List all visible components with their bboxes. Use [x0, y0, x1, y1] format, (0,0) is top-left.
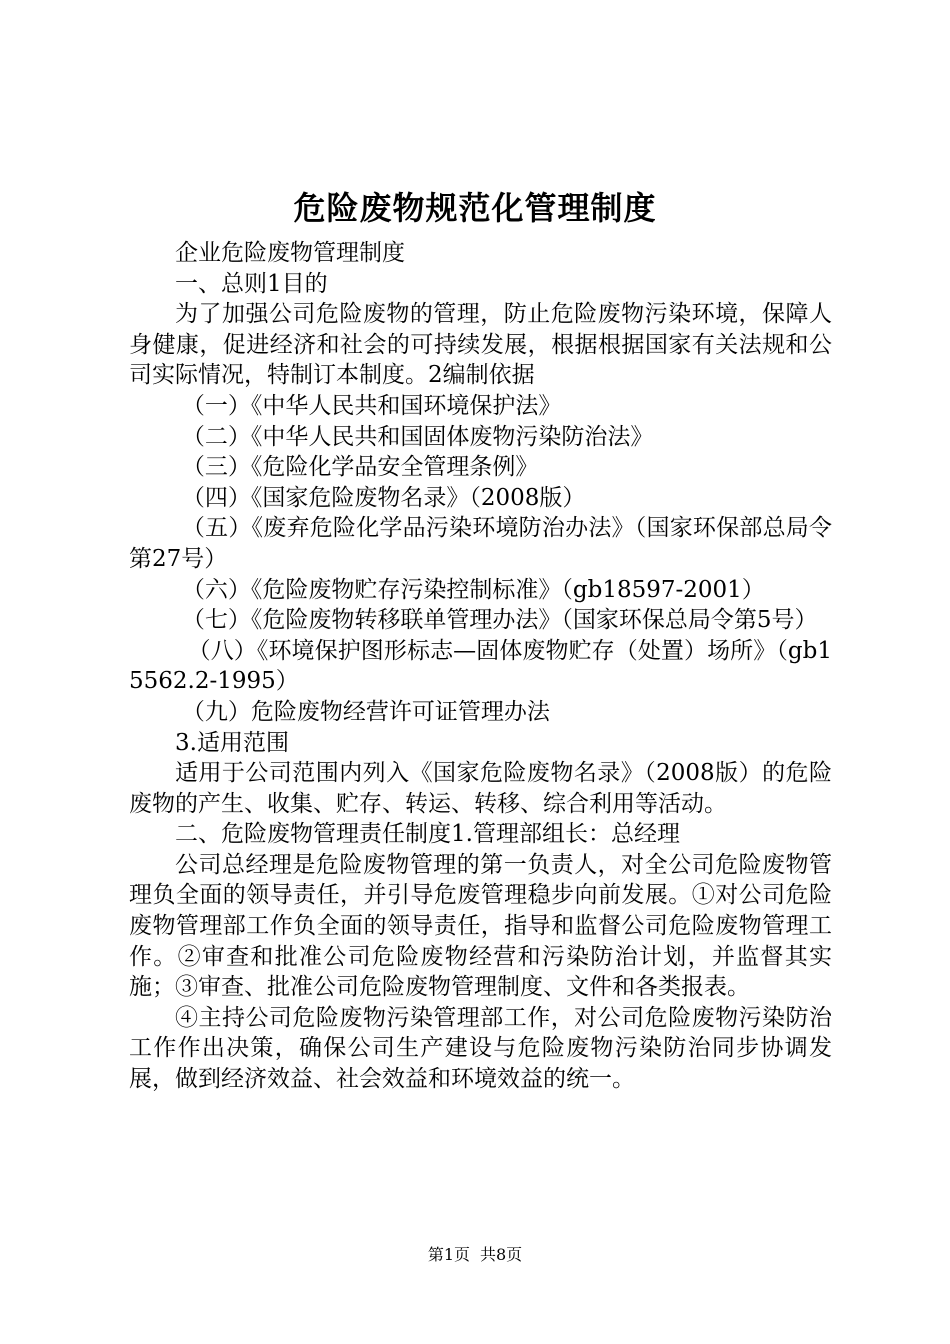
paragraph-gm-duty-4: ④主持公司危险废物污染管理部工作，对公司危险废物污染防治工作作出决策，确保公司生产建设与危险废物污染防治同步协调发展，做到经济效益、社会效益和环境效益的统一。 [129, 1004, 832, 1093]
basis-item-7: （七）《危险废物转移联单管理办法》（国家环保总局令第5号） [181, 607, 818, 634]
document-body [129, 238, 832, 1095]
basis-item-9: （九）危险废物经营许可证管理办法 [181, 698, 550, 725]
page-total: 共8页 [480, 1245, 523, 1264]
basis-item-4: （四）《国家危险废物名录》（2008版） [181, 484, 586, 511]
paragraph-gm-duties: 公司总经理是危险废物管理的第一负责人，对全公司危险废物管理负全面的领导责任，并引导危废管理稳步向前发展。①对公司危险废物管理部工作负全面的领导责任，指导和监督公司危险废物管理工作。②审查和批准公司危险废物经营和污染防治计划，并监督其实施；③审查、批准公司危险废物管理制度、文件和各类报表。 [129, 851, 832, 1001]
basis-item-5: （五）《废弃危险化学品污染环境防治办法》（国家环保部总局令第27号） [129, 515, 832, 572]
basis-item-3: （三）《危险化学品安全管理条例》 [181, 454, 539, 481]
paragraph-scope: 适用于公司范围内列入《国家危险废物名录》（2008版）的危险废物的产生、收集、贮存、转运、转移、综合利用等活动。 [129, 760, 832, 817]
document-title: 危险废物规范化管理制度 [293, 189, 657, 227]
paragraph-subtitle: 企业危险废物管理制度 [175, 240, 405, 266]
paragraph-section-responsibility: 二、危险废物管理责任制度1.管理部组长：总经理 [175, 821, 680, 848]
basis-item-1: （一）《中华人民共和国环境保护法》 [181, 392, 562, 419]
paragraph-section-general: 一、总则1目的 [175, 270, 328, 297]
page-number: 第1页 [427, 1245, 470, 1264]
basis-item-2: （二）《中华人民共和国固体废物污染防治法》 [181, 423, 654, 450]
paragraph-purpose: 为了加强公司危险废物的管理，防止危险废物污染环境，保障人身健康，促进经济和社会的可持续发展，根据根据国家有关法规和公司实际情况，特制订本制度。2编制依据 [129, 301, 832, 389]
basis-item-8: （八）《环境保护图形标志—固体废物贮存（处置）场所》（gb15562.2-1995） [129, 637, 832, 695]
basis-item-6: （六）《危险废物贮存污染控制标准》（gb18597-2001） [181, 576, 765, 603]
page-footer [0, 1244, 950, 1266]
paragraph-scope-heading: 3.适用范围 [175, 729, 289, 756]
